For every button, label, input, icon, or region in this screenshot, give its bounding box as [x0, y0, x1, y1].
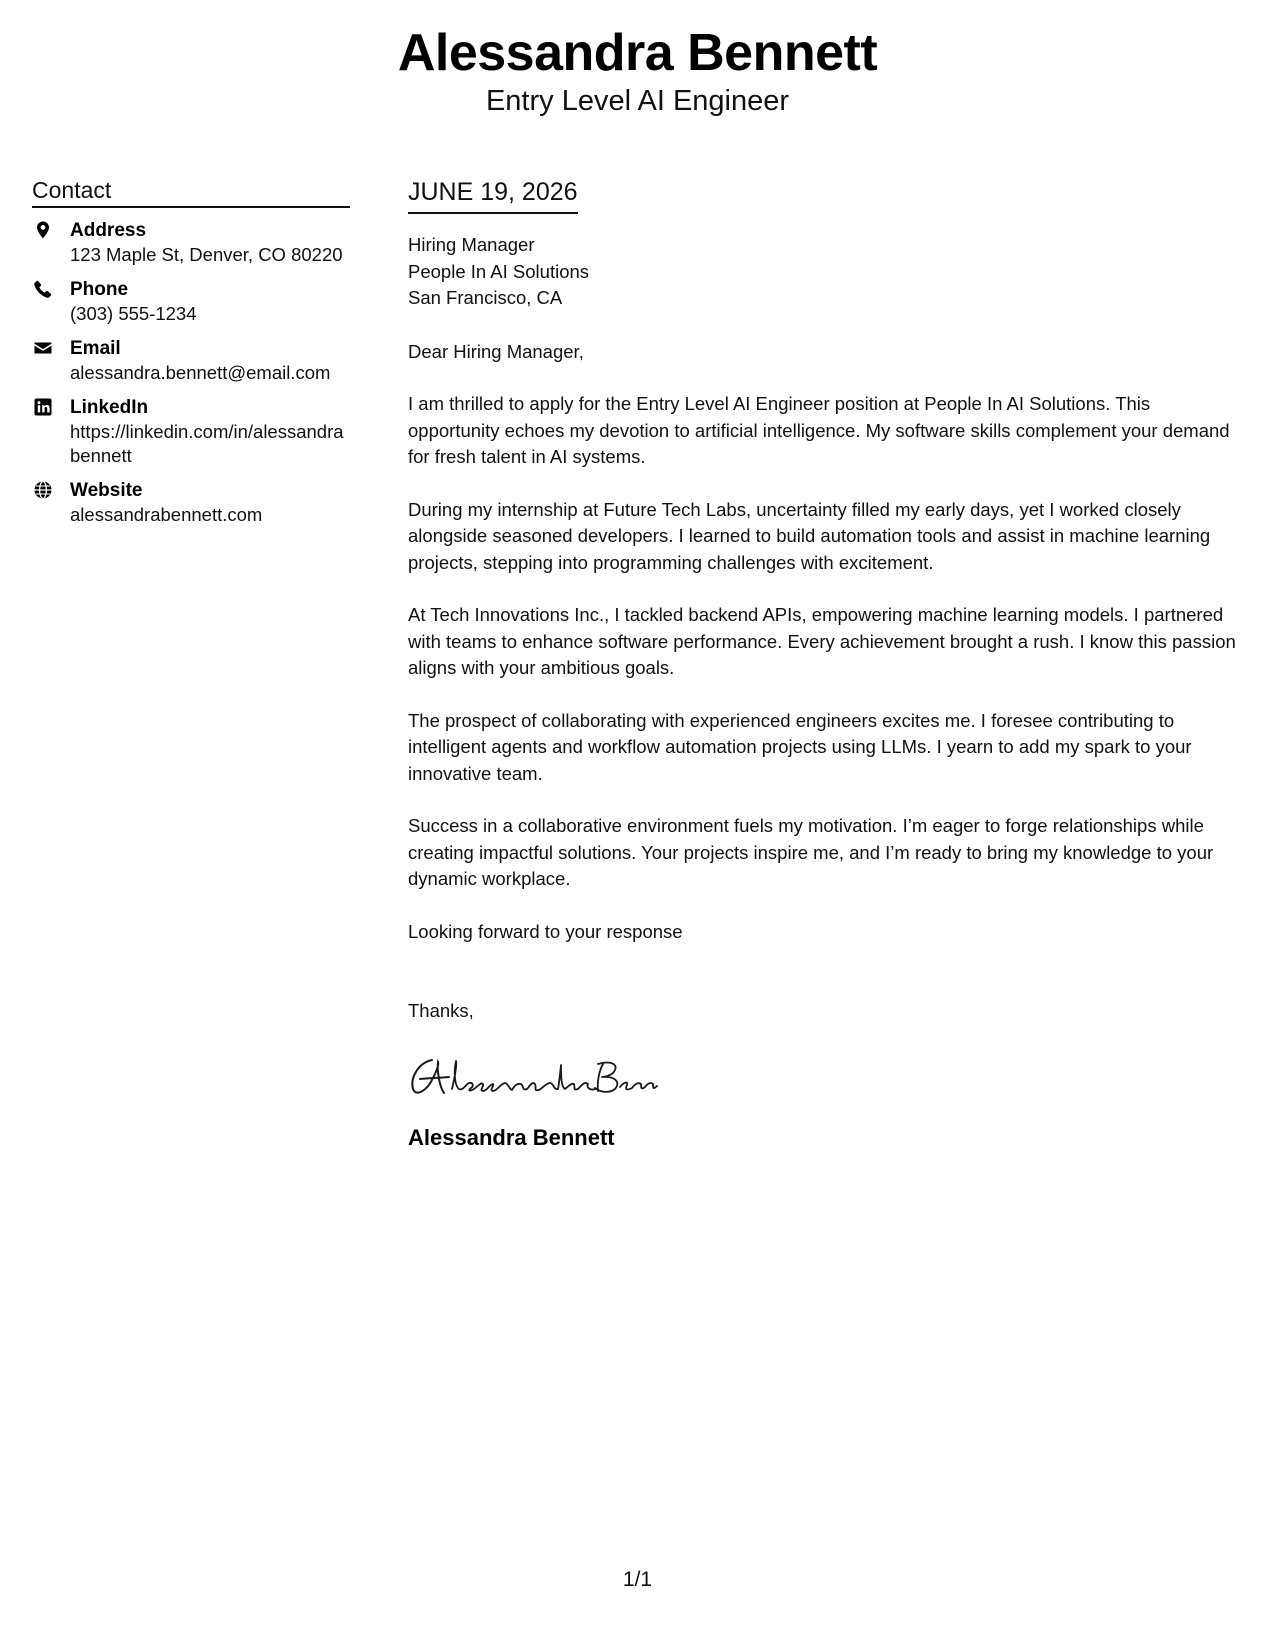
contact-label: Address — [70, 220, 147, 241]
job-title: Entry Level AI Engineer — [485, 85, 790, 117]
letter-header — [0, 22, 1275, 118]
signer-name: Alessandra Bennett — [408, 1124, 615, 1150]
letter-body — [408, 176, 1240, 1152]
phone-icon — [33, 279, 53, 299]
body-paragraph: Success in a collaborative environment fuels my motivation. I’m eager to forge relationships while creating impactful solutions. Your projects inspire me, and I’m ready to bring my knowledge to your dynamic workplace. — [408, 815, 1214, 889]
applicant-name: Alessandra Bennett — [397, 24, 878, 82]
closing-line: Looking forward to your response — [408, 920, 683, 942]
contact-item-website — [32, 479, 350, 527]
contact-value[interactable]: alessandrabennett.com — [70, 504, 263, 525]
body-paragraph: During my internship at Future Tech Labs, uncertainty filled my early days, yet I worked closely alongside seasoned developers. I learned to build automation tools and assist in machine learning projects, stepping into programming challenges with excitement. — [408, 498, 1211, 573]
contact-label: Website — [70, 480, 143, 501]
envelope-icon — [33, 338, 53, 358]
linkedin-icon — [33, 397, 53, 417]
recipient-line: People In AI Solutions — [408, 260, 590, 282]
body-paragraph: The prospect of collaborating with experienced engineers excites me. I foresee contributing to intelligent agents and workflow automation projects using LLMs. I yearn to add my spark to your innovative team. — [408, 709, 1192, 784]
salutation: Dear Hiring Manager, — [408, 340, 584, 362]
contact-label: LinkedIn — [70, 397, 149, 418]
contact-value: (303) 555-1234 — [70, 303, 197, 324]
contact-value: 123 Maple St, Denver, CO 80220 — [70, 244, 343, 265]
contact-item-linkedin — [32, 396, 350, 468]
globe-icon — [33, 480, 53, 500]
contact-value[interactable]: alessandra.bennett@email.com — [70, 362, 331, 383]
contact-item-phone — [32, 278, 350, 326]
contact-item-email — [32, 337, 350, 385]
body-paragraph: At Tech Innovations Inc., I tackled backend APIs, empowering machine learning models. I partnered with teams to enhance software performance. Every achievement brought a rush. I know this passion aligns with your ambitious goals. — [408, 604, 1236, 678]
recipient-line: Hiring Manager — [408, 234, 535, 255]
contact-sidebar — [32, 176, 350, 527]
letter-date: JUNE 19, 2026 — [408, 176, 578, 214]
contact-label: Email — [70, 338, 121, 359]
recipient-line: San Francisco, CA — [408, 287, 563, 308]
contact-heading: Contact — [32, 176, 350, 208]
contact-item-address — [32, 219, 350, 267]
contact-label: Phone — [70, 279, 129, 300]
sign-off: Thanks, — [408, 1000, 474, 1021]
handwritten-signature — [408, 1051, 668, 1101]
map-pin-icon — [33, 220, 53, 240]
body-paragraph: I am thrilled to apply for the Entry Level AI Engineer position at People In AI Solutions. This opportunity echoes my devotion to artificial intelligence. My software skills complement your demand for fresh talent in AI systems. — [408, 393, 1230, 467]
contact-value[interactable]: https://linkedin.com/in/alessandrabennett — [70, 421, 344, 466]
recipient-block — [408, 232, 1240, 312]
page-number: 1/1 — [622, 1568, 653, 1591]
